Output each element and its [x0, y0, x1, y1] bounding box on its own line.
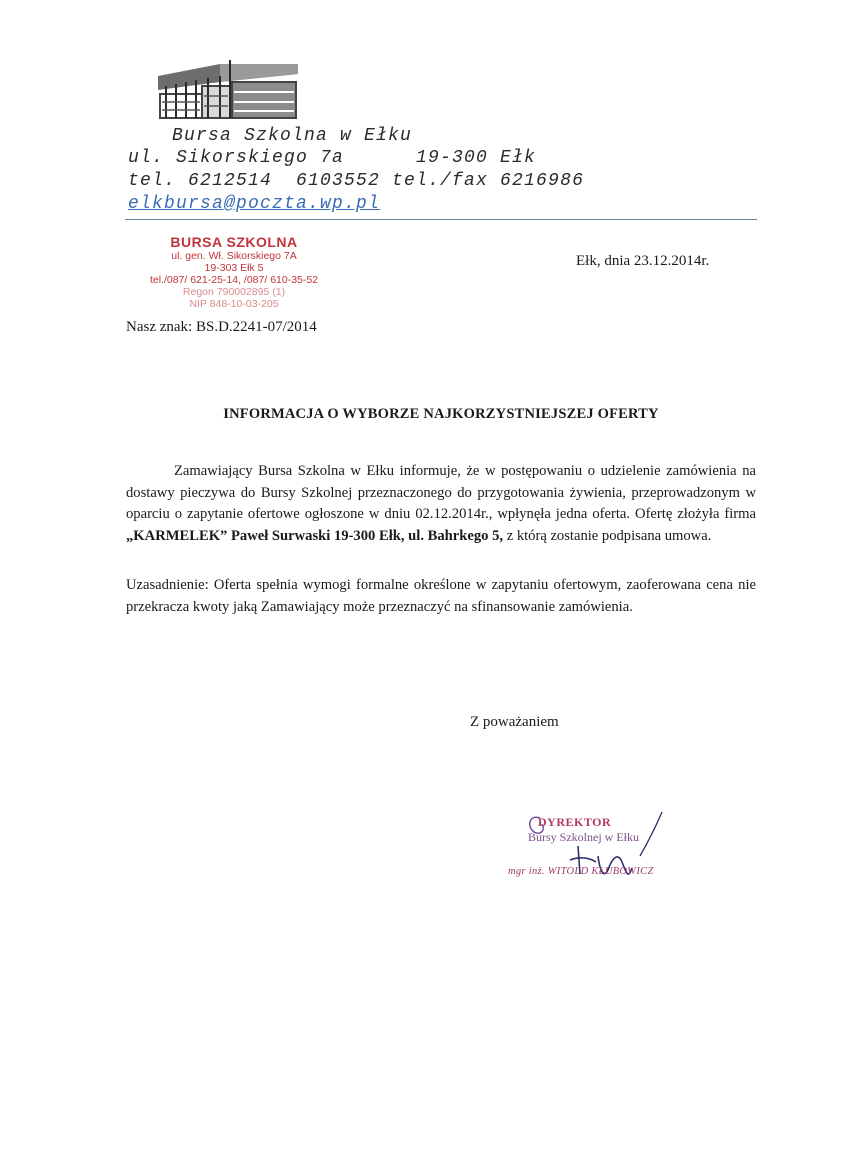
official-stamp	[126, 234, 342, 310]
stamp-phones: tel./087/ 621-25-14, /087/ 610-35-52	[149, 274, 319, 286]
closing-phrase: Z poważaniem	[470, 714, 559, 730]
stamp-regon: Regon 790002895 (1)	[182, 286, 286, 298]
document-heading: INFORMACJA O WYBORZE NAJKORZYSTNIEJSZEJ OFERTY	[223, 406, 659, 422]
letterhead-name: Bursa Szkolna w Ełku	[172, 126, 413, 146]
body-paragraph-1	[126, 461, 756, 547]
p1-tail: z którą zostanie podpisana umowa.	[503, 527, 712, 544]
signature-name: mgr inż. WITOLD KŁUBOWICZ	[508, 866, 654, 877]
signature-unit: Bursy Szkolnej w Ełku	[528, 830, 639, 844]
letterhead-email-link[interactable]: elkbursa@poczta.wp.pl	[128, 194, 381, 214]
signature-title: DYREKTOR	[538, 815, 612, 829]
letterhead-address: ul. Sikorskiego 7a 19-300 Ełk	[128, 148, 537, 168]
bursa-logo	[150, 56, 302, 122]
stamp-city: 19-303 Ełk 5	[204, 262, 264, 274]
p1-company: „KARMELEK” Paweł Surwaski 19-300 Ełk, ul. Bahrkego 5,	[126, 527, 504, 544]
body-paragraph-2: Uzasadnienie: Oferta spełnia wymogi formalne określone w zapytaniu ofertowym, zaoferowana cena nie przekracza kwoty jaką Zamawiający może przeznaczyć na sfinansowanie zamówienia.	[126, 577, 756, 615]
stamp-title: BURSA SZKOLNA	[170, 234, 298, 250]
letterhead-phone: tel. 6212514 6103552 tel./fax 6216986	[128, 171, 585, 191]
stamp-street: ul. gen. Wł. Sikorskiego 7A	[171, 250, 297, 262]
stamp-nip: NIP 848-10-03-205	[189, 298, 279, 310]
document-date: Ełk, dnia 23.12.2014r.	[576, 253, 710, 269]
reference-number: Nasz znak: BS.D.2241-07/2014	[126, 319, 317, 335]
p1-text: Zamawiający Bursa Szkolna w Ełku informuje, że w postępowaniu o udzielenie zamówienia na dostawy pieczywa do Bursy Szkolnej przeznaczonego do przygotowania żywienia, przeprowadzonym w oparciu o zapytanie ofertowe ogłoszone w dniu 02.12.2014r., wpłynęła jedna oferta. Ofertę złożyła firma	[126, 463, 756, 522]
letterhead-divider	[125, 219, 757, 220]
